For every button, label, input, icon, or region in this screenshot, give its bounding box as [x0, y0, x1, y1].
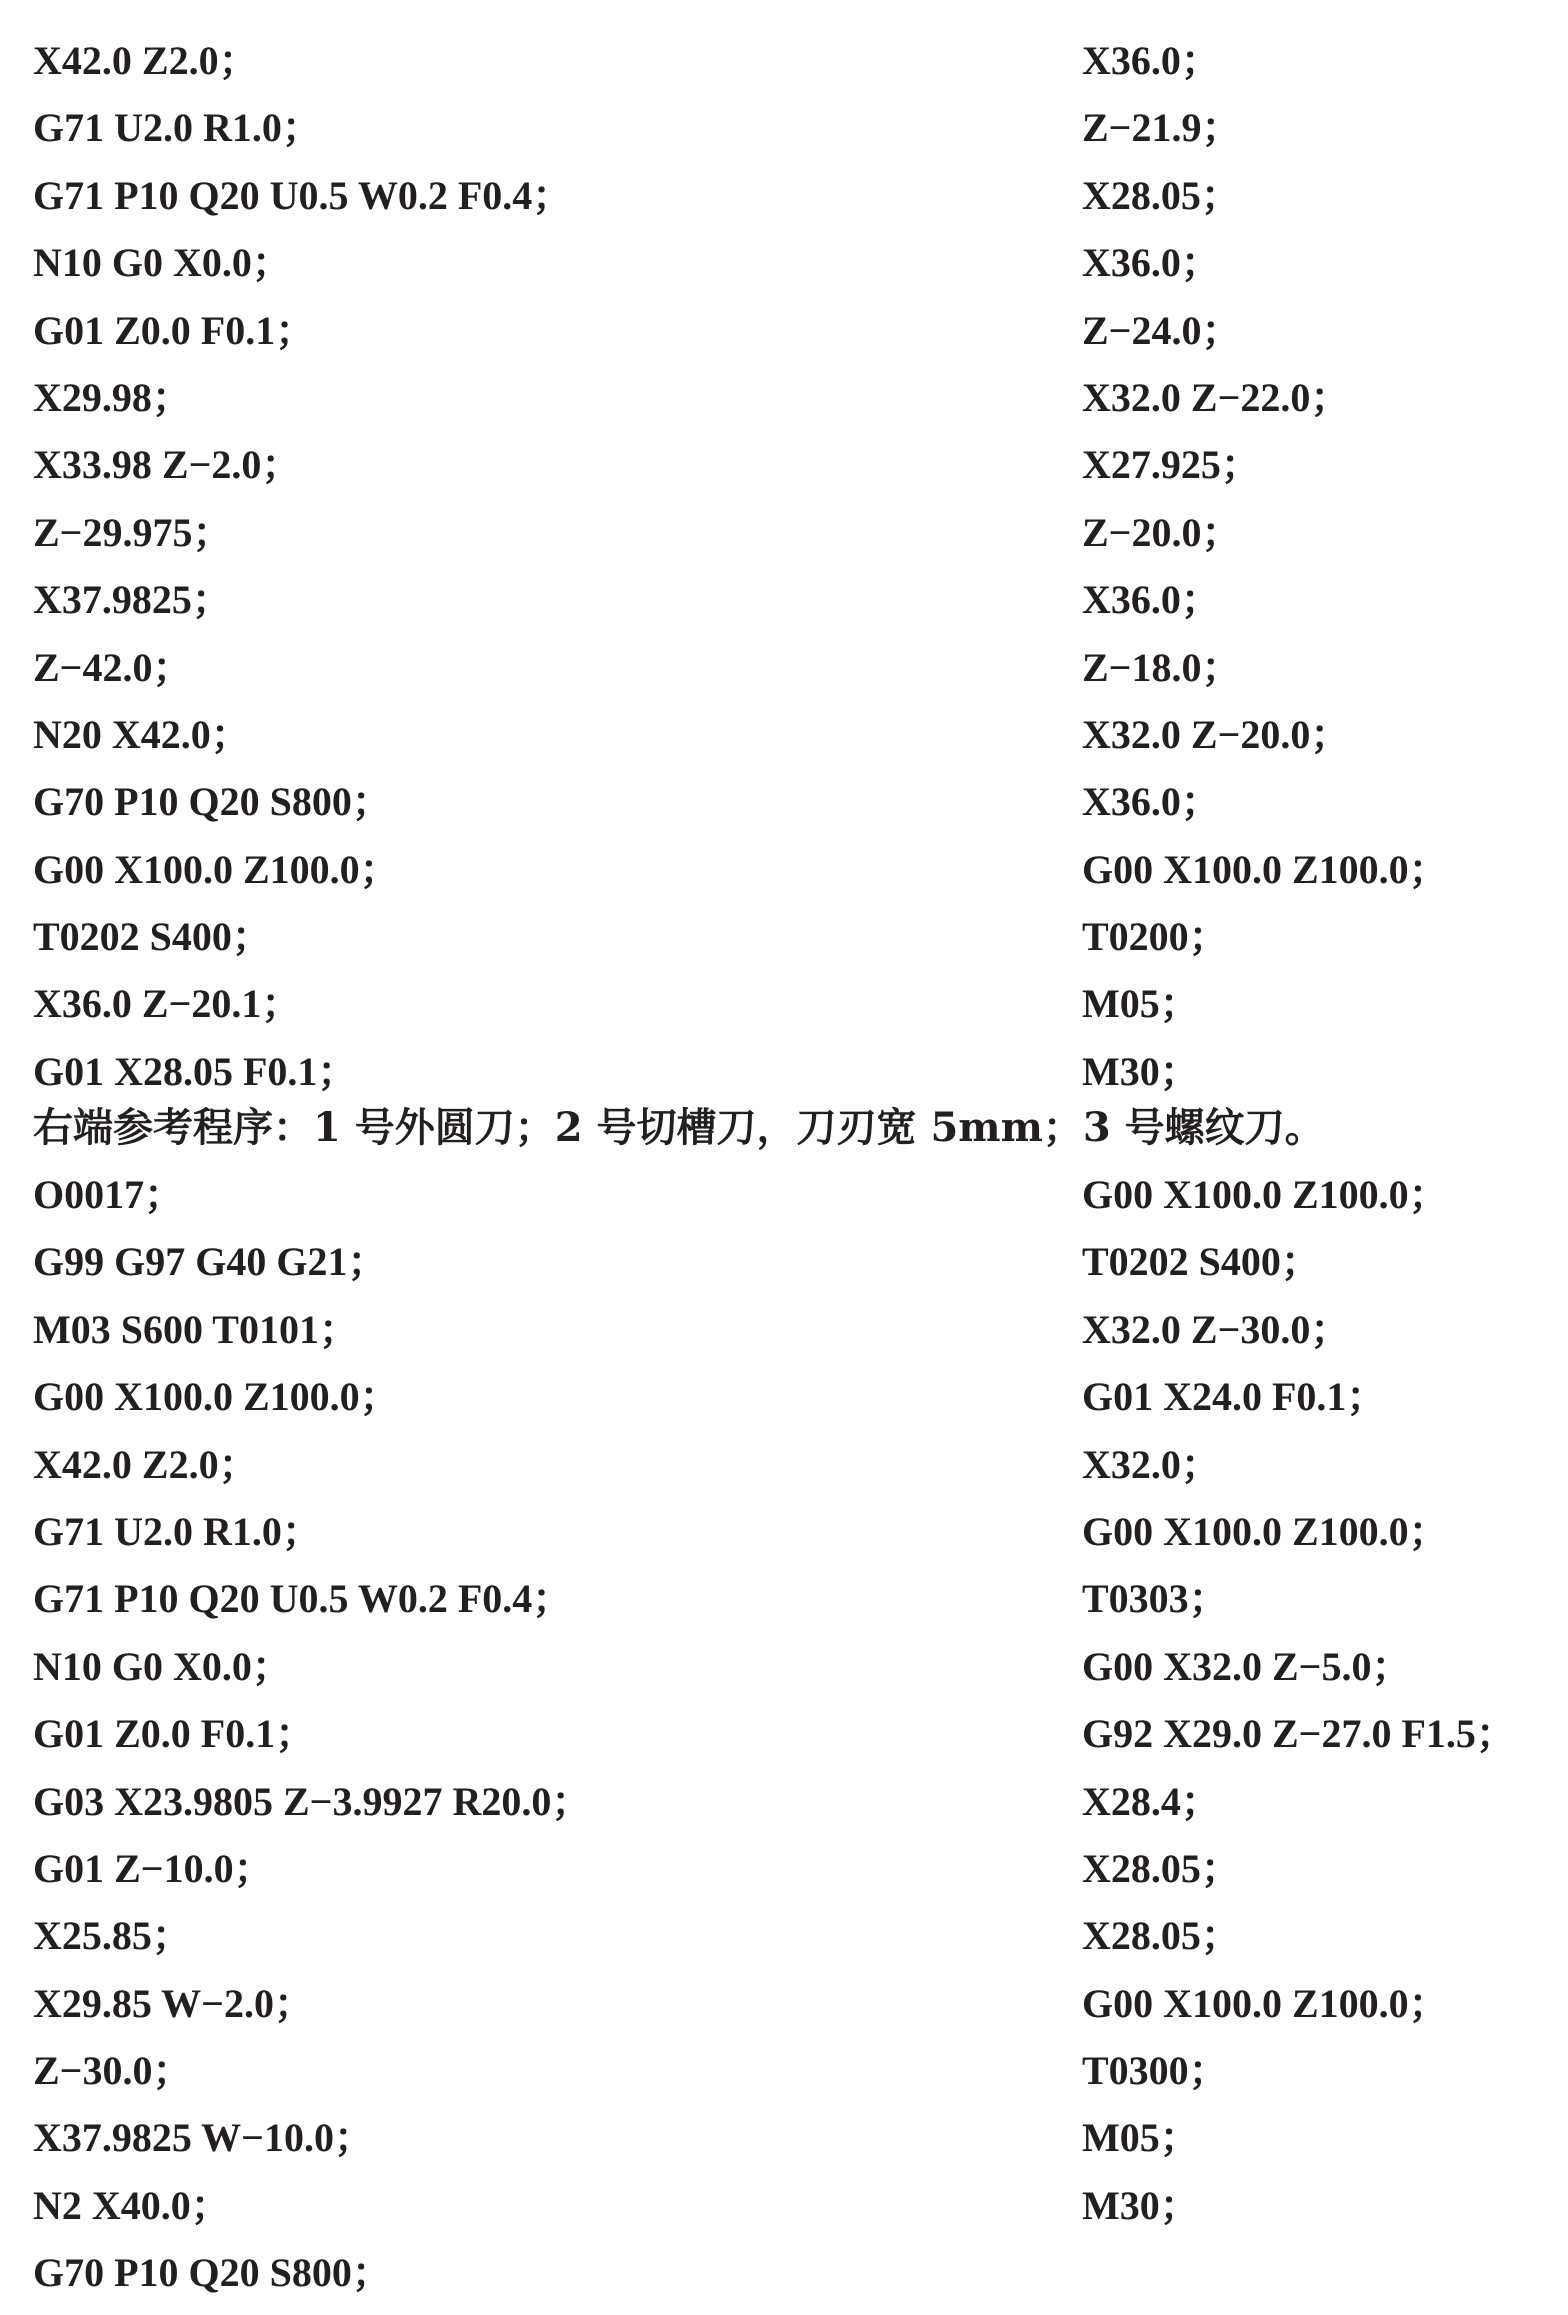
- code-line: G71 U2.0 R1.0；: [33, 1508, 322, 1554]
- code-line: G00 X100.0 Z100.0；: [33, 846, 400, 892]
- code-line: N10 G0 X0.0；: [33, 1643, 292, 1689]
- code-line: M05；: [1082, 2115, 1200, 2161]
- section-heading: 右端参考程序：1 号外圆刀；2 号切槽刀，刀刃宽 5mm；3 号螺纹刀。: [33, 1104, 1325, 1151]
- program-column-left: [33, 33, 572, 1111]
- code-line: Z−20.0；: [1082, 509, 1242, 555]
- code-line: G92 X29.0 Z−27.0 F1.5；: [1082, 1711, 1516, 1757]
- code-line: G03 X23.9805 Z−3.9927 R20.0；: [33, 1778, 592, 1824]
- code-line: X25.85；: [33, 1913, 192, 1959]
- code-line: X32.0；: [1082, 1441, 1221, 1487]
- code-line: X32.0 Z−30.0；: [1082, 1306, 1351, 1352]
- code-line: G00 X100.0 Z100.0；: [1082, 846, 1449, 892]
- code-line: X28.05；: [1082, 1913, 1241, 1959]
- code-line: G71 P10 Q20 U0.5 W0.2 F0.4；: [33, 1576, 573, 1622]
- code-line: X36.0；: [1082, 779, 1221, 825]
- code-line: G01 Z0.0 F0.1；: [33, 1711, 316, 1757]
- code-line: G01 X28.05 F0.1；: [33, 1048, 358, 1094]
- code-line: G71 U2.0 R1.0；: [33, 105, 322, 151]
- code-line: G01 Z0.0 F0.1；: [33, 307, 316, 353]
- code-line: X36.0；: [1082, 240, 1221, 286]
- code-line: Z−24.0；: [1082, 307, 1242, 353]
- code-line: O0017；: [33, 1172, 185, 1217]
- code-line: M30；: [1082, 1048, 1200, 1094]
- code-line: X37.9825；: [33, 577, 232, 623]
- code-line: M05；: [1082, 981, 1200, 1027]
- code-line: Z−21.9；: [1082, 105, 1242, 151]
- code-line: G00 X100.0 Z100.0；: [1082, 1980, 1449, 2026]
- code-line: X36.0；: [1082, 38, 1221, 83]
- code-line: G99 G97 G40 G21；: [33, 1239, 388, 1285]
- code-line: G70 P10 Q20 S800；: [33, 779, 392, 825]
- code-line: X27.925；: [1082, 442, 1261, 488]
- program-column-right: [1082, 33, 1449, 1111]
- code-line: G00 X32.0 Z−5.0；: [1082, 1643, 1412, 1689]
- code-line: N10 G0 X0.0；: [33, 240, 292, 286]
- program-column-right: [1082, 1167, 1516, 2245]
- code-line: X42.0 Z2.0；: [33, 1441, 259, 1487]
- code-line: T0202 S400；: [33, 914, 272, 960]
- code-line: Z−18.0；: [1082, 644, 1242, 690]
- code-line: M30；: [1082, 2182, 1200, 2228]
- code-line: T0303；: [1082, 1576, 1229, 1622]
- code-line: G01 X24.0 F0.1；: [1082, 1374, 1387, 1420]
- code-line: Z−30.0；: [33, 2048, 193, 2094]
- code-line: Z−29.975；: [33, 509, 233, 555]
- code-line: T0300；: [1082, 2048, 1229, 2094]
- code-line: X28.4；: [1082, 1778, 1221, 1824]
- code-line: M03 S600 T0101；: [33, 1306, 359, 1352]
- code-line: X29.98；: [33, 374, 192, 420]
- code-line: G70 P10 Q20 S800；: [33, 2250, 392, 2296]
- code-line: X29.85 W−2.0；: [33, 1980, 314, 2026]
- code-line: X36.0；: [1082, 577, 1221, 623]
- code-line: Z−42.0；: [33, 644, 193, 690]
- code-line: X42.0 Z2.0；: [33, 38, 259, 83]
- code-line: X36.0 Z−20.1；: [33, 981, 302, 1027]
- code-line: G01 Z−10.0；: [33, 1845, 274, 1891]
- code-line: T0200；: [1082, 914, 1229, 960]
- code-line: G00 X100.0 Z100.0；: [1082, 1172, 1449, 1217]
- code-line: X32.0 Z−20.0；: [1082, 711, 1351, 757]
- code-line: X37.9825 W−10.0；: [33, 2115, 374, 2161]
- code-line: X28.05；: [1082, 172, 1241, 218]
- code-line: N20 X42.0；: [33, 711, 251, 757]
- code-line: G71 P10 Q20 U0.5 W0.2 F0.4；: [33, 172, 573, 218]
- code-line: G00 X100.0 Z100.0；: [1082, 1508, 1449, 1554]
- code-line: T0202 S400；: [1082, 1239, 1321, 1285]
- program-column-left: [33, 1167, 591, 2313]
- code-line: N2 X40.0；: [33, 2182, 231, 2228]
- code-line: G00 X100.0 Z100.0；: [33, 1374, 400, 1420]
- code-line: X33.98 Z−2.0；: [33, 442, 302, 488]
- code-line: X32.0 Z−22.0；: [1082, 374, 1351, 420]
- code-line: X28.05；: [1082, 1845, 1241, 1891]
